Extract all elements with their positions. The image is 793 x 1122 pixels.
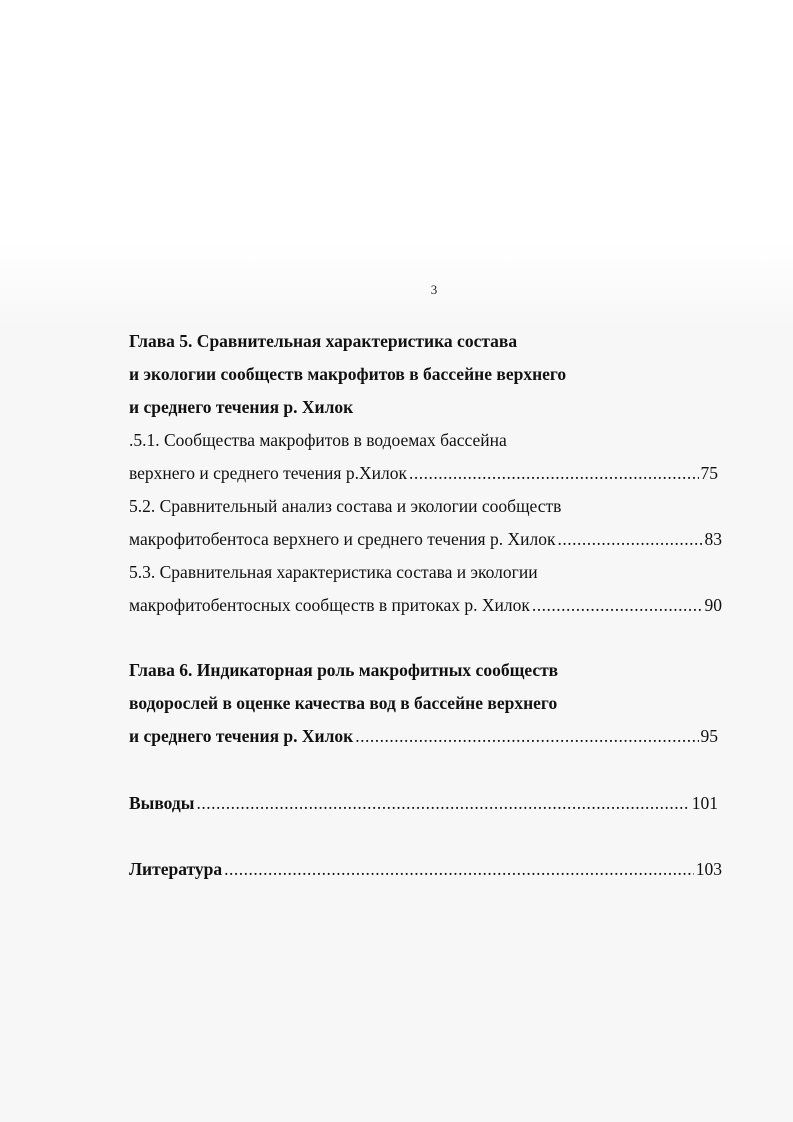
chapter5-title-line3: и среднего течения р. Хилок bbox=[129, 397, 354, 417]
section-5-2-entry bbox=[129, 527, 722, 551]
chapter6-title-line2: водорослей в оценке качества вод в бассейне верхнего bbox=[129, 693, 558, 713]
section-5-3-entry bbox=[129, 593, 722, 617]
chapter5-title-line2: и экологии сообществ макрофитов в бассейне верхнего bbox=[129, 364, 567, 384]
section-5-2-line1: 5.2. Сравнительный анализ состава и экологии сообществ bbox=[129, 496, 562, 516]
conclusions-entry bbox=[129, 791, 718, 815]
leader-dots bbox=[409, 461, 699, 485]
conclusions-label: Выводы bbox=[129, 793, 195, 813]
chapter6-entry bbox=[129, 724, 718, 748]
section-5-3-line1: 5.3. Сравнительная характеристика состава и экологии bbox=[129, 562, 538, 582]
literature-entry bbox=[129, 857, 722, 881]
conclusions-page: 101 bbox=[691, 793, 718, 813]
leader-dots bbox=[224, 857, 694, 881]
section-5-1-line1: .5.1. Сообщества макрофитов в водоемах бассейна bbox=[129, 430, 507, 450]
page-number: 3 bbox=[430, 282, 438, 297]
section-5-1-page: 75 bbox=[700, 463, 718, 483]
section-5-3-page: 90 bbox=[704, 595, 722, 615]
chapter6-title-line3: и среднего течения р. Хилок bbox=[129, 726, 354, 746]
leader-dots bbox=[355, 724, 698, 748]
leader-dots bbox=[196, 791, 689, 815]
section-5-2-line2: макрофитобентоса верхнего и среднего течения р. Хилок bbox=[129, 529, 556, 549]
chapter6-title-line1: Глава 6. Индикаторная роль макрофитных сообществ bbox=[129, 660, 559, 680]
chapter5-title-line1: Глава 5. Сравнительная характеристика состава bbox=[129, 331, 518, 351]
chapter6-page: 95 bbox=[700, 726, 718, 746]
section-5-1-line2: верхнего и среднего течения р.Хилок bbox=[129, 463, 407, 483]
leader-dots bbox=[557, 527, 702, 551]
leader-dots bbox=[532, 593, 703, 617]
section-5-1-entry bbox=[129, 461, 718, 485]
section-5-3-line2: макрофитобентосных сообществ в притоках р. Хилок bbox=[129, 595, 530, 615]
literature-label: Литература bbox=[129, 859, 223, 879]
section-5-2-page: 83 bbox=[704, 529, 722, 549]
literature-page: 103 bbox=[695, 859, 722, 879]
